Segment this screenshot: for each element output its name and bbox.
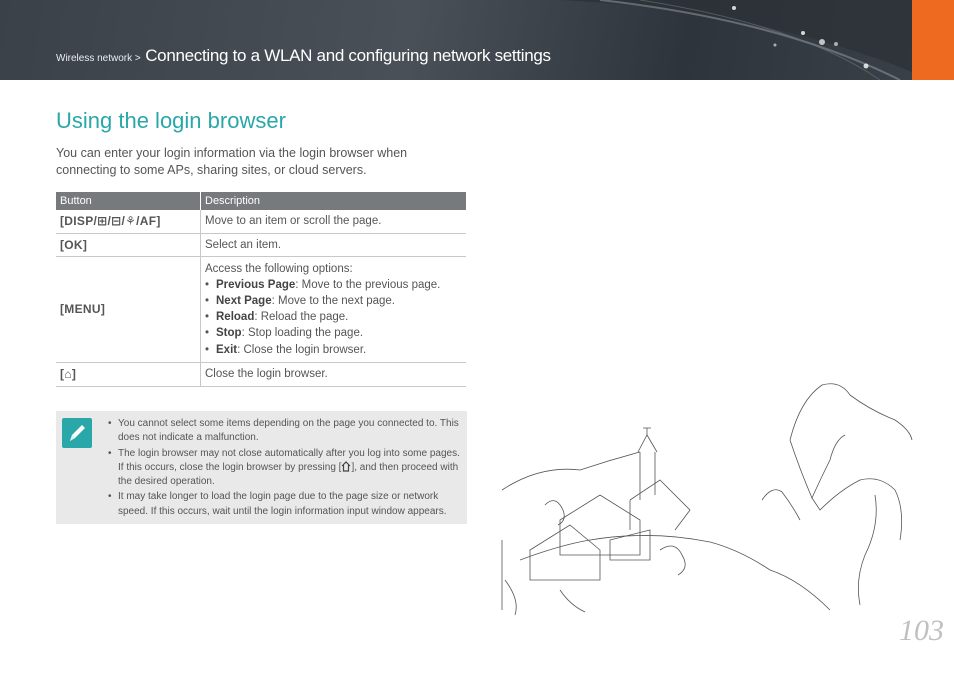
table-row <box>56 210 466 233</box>
menu-description: Access the following options: <box>205 262 353 275</box>
list-item <box>205 293 462 309</box>
breadcrumb-section[interactable]: Wireless network > <box>56 53 141 64</box>
note-list <box>108 417 460 520</box>
ok-button-label: [OK] <box>60 237 88 252</box>
nav-buttons-label: [DISP/⊞/⊟/⚘/AF] <box>60 214 161 229</box>
page-title: Using the login browser <box>56 108 286 133</box>
option-desc: : Move to the previous page. <box>295 278 441 291</box>
intro-text: You can enter your login information via the login browser when connecting to some APs, sharing sites, or cloud servers. <box>56 146 408 177</box>
home-icon <box>341 461 351 472</box>
table-row <box>56 256 466 362</box>
option-name: Reload <box>216 311 255 324</box>
page-number: 103 <box>899 614 944 647</box>
table-row <box>56 233 466 256</box>
village-sketch-illustration <box>500 380 920 620</box>
option-name: Stop <box>216 327 242 340</box>
option-desc: : Close the login browser. <box>237 343 367 356</box>
option-name: Previous Page <box>216 278 296 291</box>
table-row <box>56 362 466 386</box>
note-text: The login browser may not close automatically after you log into some pages. If this occurs, close the login browser by pressing [ <box>118 447 460 473</box>
description-cell: Select an item. <box>201 233 467 256</box>
button-cell <box>56 256 201 362</box>
description-cell <box>201 256 467 362</box>
table-header-description: Description <box>201 192 467 210</box>
note-box <box>56 411 467 524</box>
button-cell <box>56 210 201 233</box>
list-item <box>205 309 462 325</box>
option-desc: : Move to the next page. <box>271 294 395 307</box>
chapter-tab <box>912 0 954 80</box>
menu-button-label: [MENU] <box>60 302 106 317</box>
note-text: ], and then proceed with the desired operation. <box>118 461 459 488</box>
table-header-row <box>56 192 466 210</box>
list-item <box>205 277 462 293</box>
description-cell: Move to an item or scroll the page. <box>201 210 467 233</box>
option-name: Exit <box>216 343 238 356</box>
option-desc: : Stop loading the page. <box>241 327 364 340</box>
table-header-button: Button <box>56 192 201 210</box>
description-cell: Close the login browser. <box>201 362 467 386</box>
list-item <box>205 325 462 341</box>
button-cell <box>56 233 201 256</box>
home-button-label: [⌂] <box>60 367 77 382</box>
header-decoration <box>0 0 912 80</box>
button-cell <box>56 362 201 386</box>
list-item: • You cannot select some items depending on the page you connected to. This does not indicate a malfunction. <box>108 417 460 446</box>
option-name: Next Page <box>216 294 272 307</box>
list-item: • It may take longer to load the login page due to the page size or network speed. If this occurs, wait until the login information input window appears. <box>108 490 460 519</box>
header-banner <box>0 0 912 80</box>
pencil-note-icon <box>62 418 92 448</box>
menu-options-list <box>205 277 462 358</box>
list-item <box>205 342 462 358</box>
option-desc: : Reload the page. <box>254 311 349 324</box>
breadcrumb-title: Connecting to a WLAN and configuring network settings <box>145 46 551 65</box>
list-item <box>108 447 460 490</box>
button-table <box>56 192 466 387</box>
breadcrumb <box>56 46 551 66</box>
